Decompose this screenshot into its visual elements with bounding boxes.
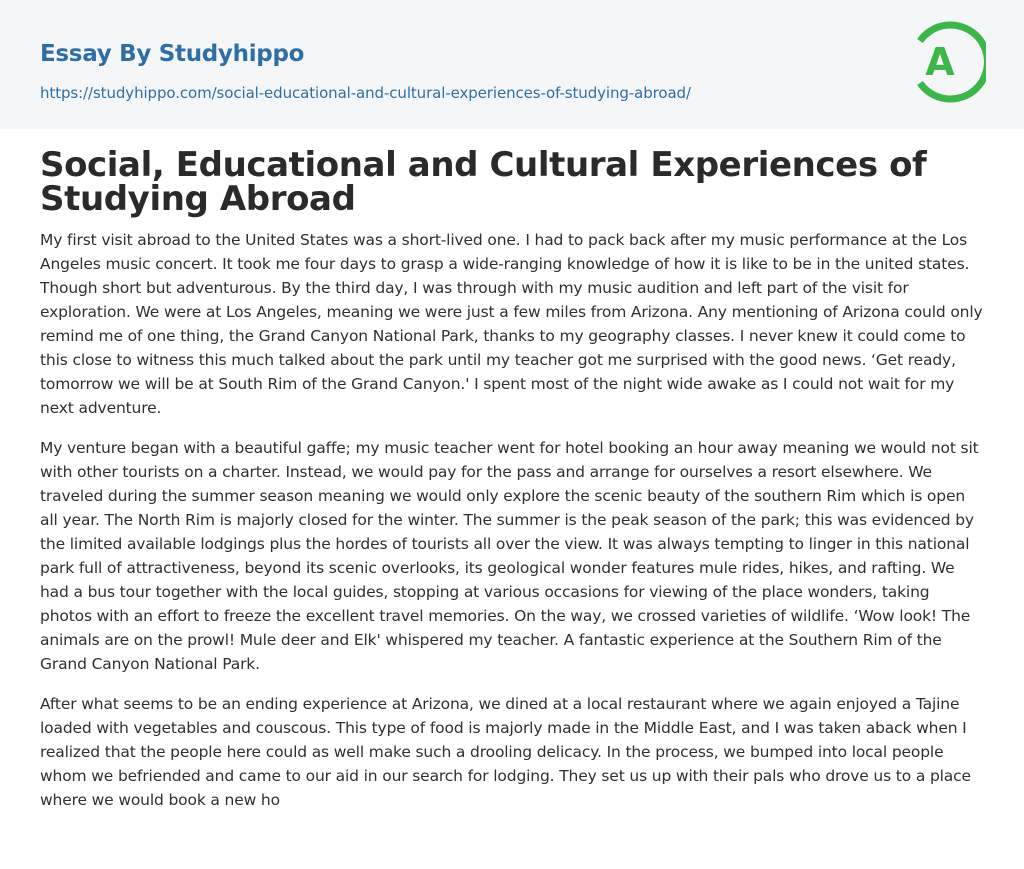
brand-title[interactable]: Essay By Studyhippo [40, 41, 305, 67]
essay-body [40, 228, 986, 828]
essay-paragraph-3: After what seems to be an ending experience at Arizona, we dined at a local restaurant where we again enjoyed a Tajine loaded with vegetables and couscous. This type of food is majorly made in the Middle East, and I was taken aback when I realized that the people here could as well make such a drooling delicacy. In the process, we bumped into local people whom we befriended and came to our aid in our search for lodging. They set us up with their pals who drove us to a place where we would book a new ho [40, 695, 971, 809]
site-header [0, 0, 1024, 129]
essay-paragraph-1: My first visit abroad to the United States was a short-lived one. I had to pack back after my music performance at the Los Angeles music concert. It took me four days to grasp a wide-ranging knowledge of how it is like to be in the united states. Though short but adventurous. By the third day, I was through with my music audition and left part of the visit for exploration. We were at Los Angeles, meaning we were just a few miles from Arizona. Any mentioning of Arizona could only remind me of one thing, the Grand Canyon National Park, thanks to my geography classes. I never knew it could come to this close to witness this much talked about the park until my teacher got me surprised with the good news. ‘Get ready, tomorrow we will be at South Rim of the Grand Canyon.' I spent most of the night wide awake as I could not wait for my next adventure. [40, 231, 983, 417]
source-url-link[interactable]: https://studyhippo.com/social-educational-and-cultural-experiences-of-studying-abroad/ [40, 84, 691, 102]
essay-title: Social, Educational and Cultural Experiences of Studying Abroad [40, 145, 927, 219]
logo-ring-icon [912, 19, 986, 105]
studyhippo-logo[interactable] [912, 19, 986, 105]
logo-letter: A [925, 40, 955, 84]
essay-paragraph-2: My venture began with a beautiful gaffe; my music teacher went for hotel booking an hour away meaning we would not sit with other tourists on a charter. Instead, we would pay for the pass and arrange for ourselves a resort elsewhere. We traveled during the summer season meaning we would only explore the scenic beauty of the southern Rim which is open all year. The North Rim is majorly closed for the winter. The summer is the peak season of the park; this was evidenced by the limited available lodgings plus the hordes of tourists all over the view. It was always tempting to linger in this national park full of attractiveness, beyond its scenic overlooks, its geological wonder features mule rides, hikes, and rafting. We had a bus tour together with the local guides, stopping at various occasions for viewing of the place wonders, taking photos with an effort to freeze the excellent travel memories. On the way, we crossed varieties of wildlife. ‘Wow look! The animals are on the prowl! Mule deer and Elk' whispered my teacher. A fantastic experience at the Southern Rim of the Grand Canyon National Park. [40, 439, 979, 673]
